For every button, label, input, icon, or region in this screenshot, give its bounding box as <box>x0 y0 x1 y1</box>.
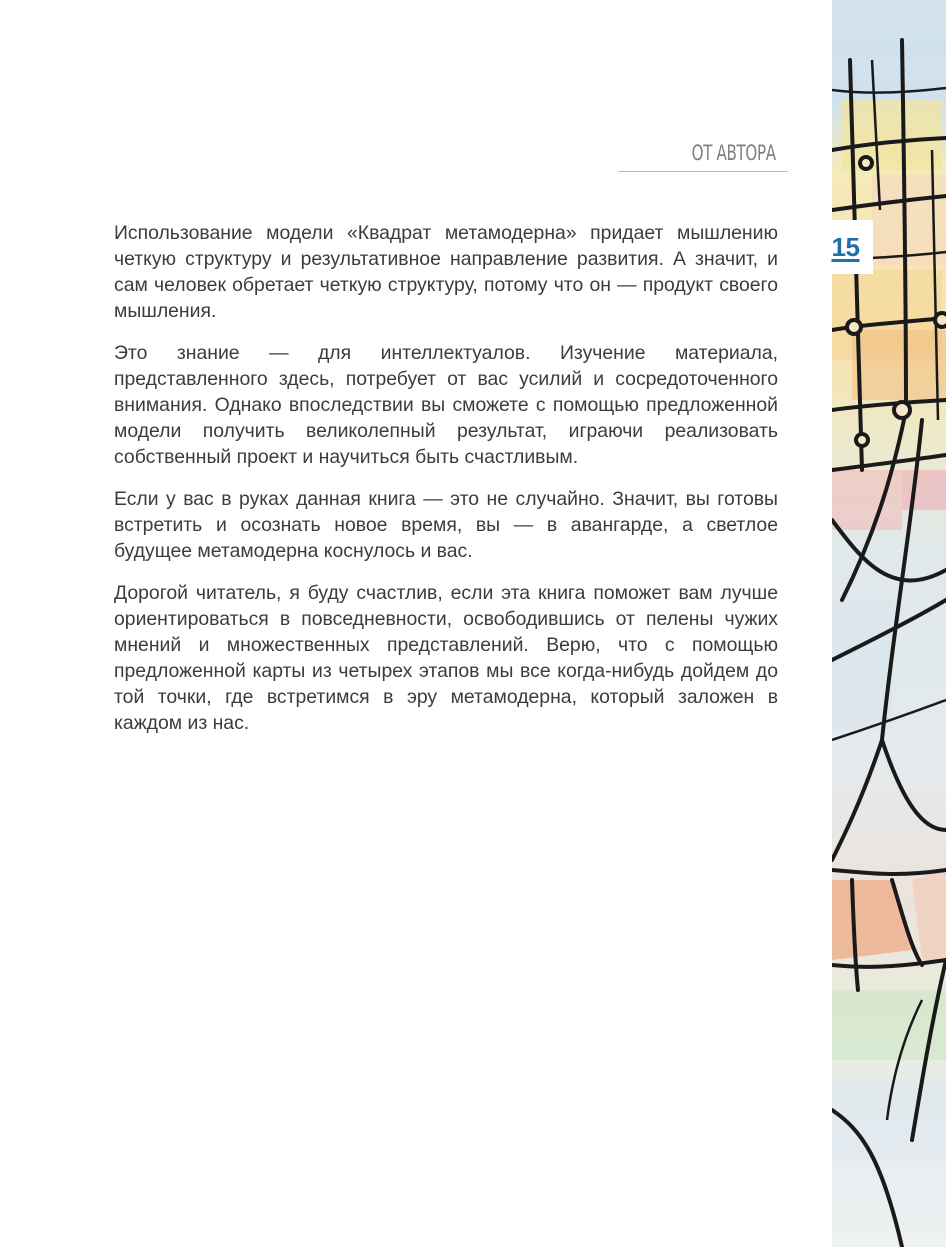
header-rule <box>618 171 788 172</box>
paragraph-1: Использование модели «Квадрат метамодерна» придает мышлению четкую структуру и результативное направление развития. А значит, и сам человек обретает четкую структуру, потому что он — продукт своего мышления. <box>114 222 778 322</box>
decorative-artwork-strip <box>832 0 946 1247</box>
paragraph-2: Это знание — для интеллектуалов. Изучение материала, представленного здесь, потребует от вас усилий и сосредоточенного внимания. Однако впоследствии вы сможете с помощью предложенной модели получить великолепный результат, играючи реализовать собственный проект и научиться быть счастливым. <box>114 342 778 468</box>
section-title: ОТ АВТОРА <box>691 141 776 165</box>
paragraph-4: Дорогой читатель, я буду счастлив, если эта книга поможет вам лучше ориентироваться в повседневности, освободившись от пелены чужих мнений и множественных представлений. Верю, что с помощью предложенной карты из четырех этапов мы все когда-нибудь дойдем до той точки, где встретимся в эру метамодерна, который заложен в каждом из нас. <box>114 582 778 734</box>
body-text <box>114 220 778 752</box>
paragraph-3: Если у вас в руках данная книга — это не случайно. Значит, вы готовы встретить и осознать новое время, вы — в авангарде, а светлое будущее метамодерна коснулось и вас. <box>114 488 778 562</box>
running-header <box>618 138 788 168</box>
page-number-box <box>818 220 873 274</box>
page-number: 15 <box>831 231 860 262</box>
